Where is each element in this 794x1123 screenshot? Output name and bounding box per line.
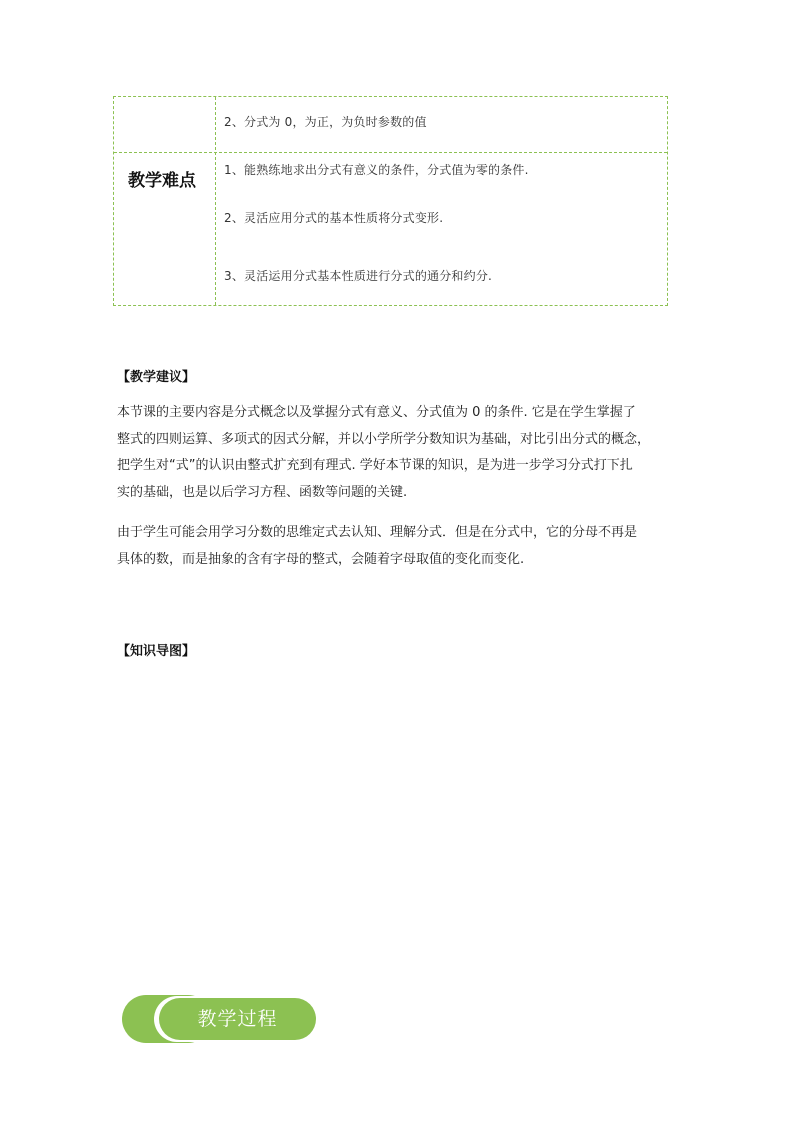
knowledge-map-title: 【知识导图】 xyxy=(117,644,196,659)
paragraph-line: 由于学生可能会用学习分数的思维定式去认知、理解分式．但是在分式中，它的分母不再是 xyxy=(117,525,638,540)
paragraph-line: 本节课的主要内容是分式概念以及掌握分式有意义、分式值为 0 的条件. 它是在学生掌握了 xyxy=(117,405,636,420)
teaching-advice-paragraph-2 xyxy=(117,520,677,573)
table-cell-text: 2、分式为 0，为正，为负时参数的值 xyxy=(224,115,427,129)
paragraph-line: 实的基础，也是以后学习方程、函数等问题的关键. xyxy=(117,484,408,500)
paragraph-line: 具体的数，而是抽象的含有字母的整式，会随着字母取值的变化而变化. xyxy=(117,551,525,567)
table-cell-text: 3、灵活运用分式基本性质进行分式的通分和约分. xyxy=(224,269,493,283)
objectives-table xyxy=(113,96,668,306)
paragraph-line: 把学生对“式”的认识由整式扩充到有理式. 学好本节课的知识，是为进一步学习分式打下扎 xyxy=(117,458,633,473)
teaching-advice-paragraph-1 xyxy=(117,400,677,506)
table-cell-text: 1、能熟练地求出分式有意义的条件，分式值为零的条件. xyxy=(224,163,529,177)
table-column-divider xyxy=(215,97,216,305)
teaching-process-banner xyxy=(122,995,316,1043)
table-cell-text: 2、灵活应用分式的基本性质将分式变形. xyxy=(224,211,444,225)
table-row-header-difficulties: 教学难点 xyxy=(128,171,196,191)
teaching-advice-title: 【教学建议】 xyxy=(117,370,196,385)
banner-label: 教学过程 xyxy=(197,1008,278,1030)
table-row-divider xyxy=(114,152,667,153)
paragraph-line: 整式的四则运算、多项式的因式分解，并以小学所学分数知识为基础，对比引出分式的概念， xyxy=(117,431,651,447)
